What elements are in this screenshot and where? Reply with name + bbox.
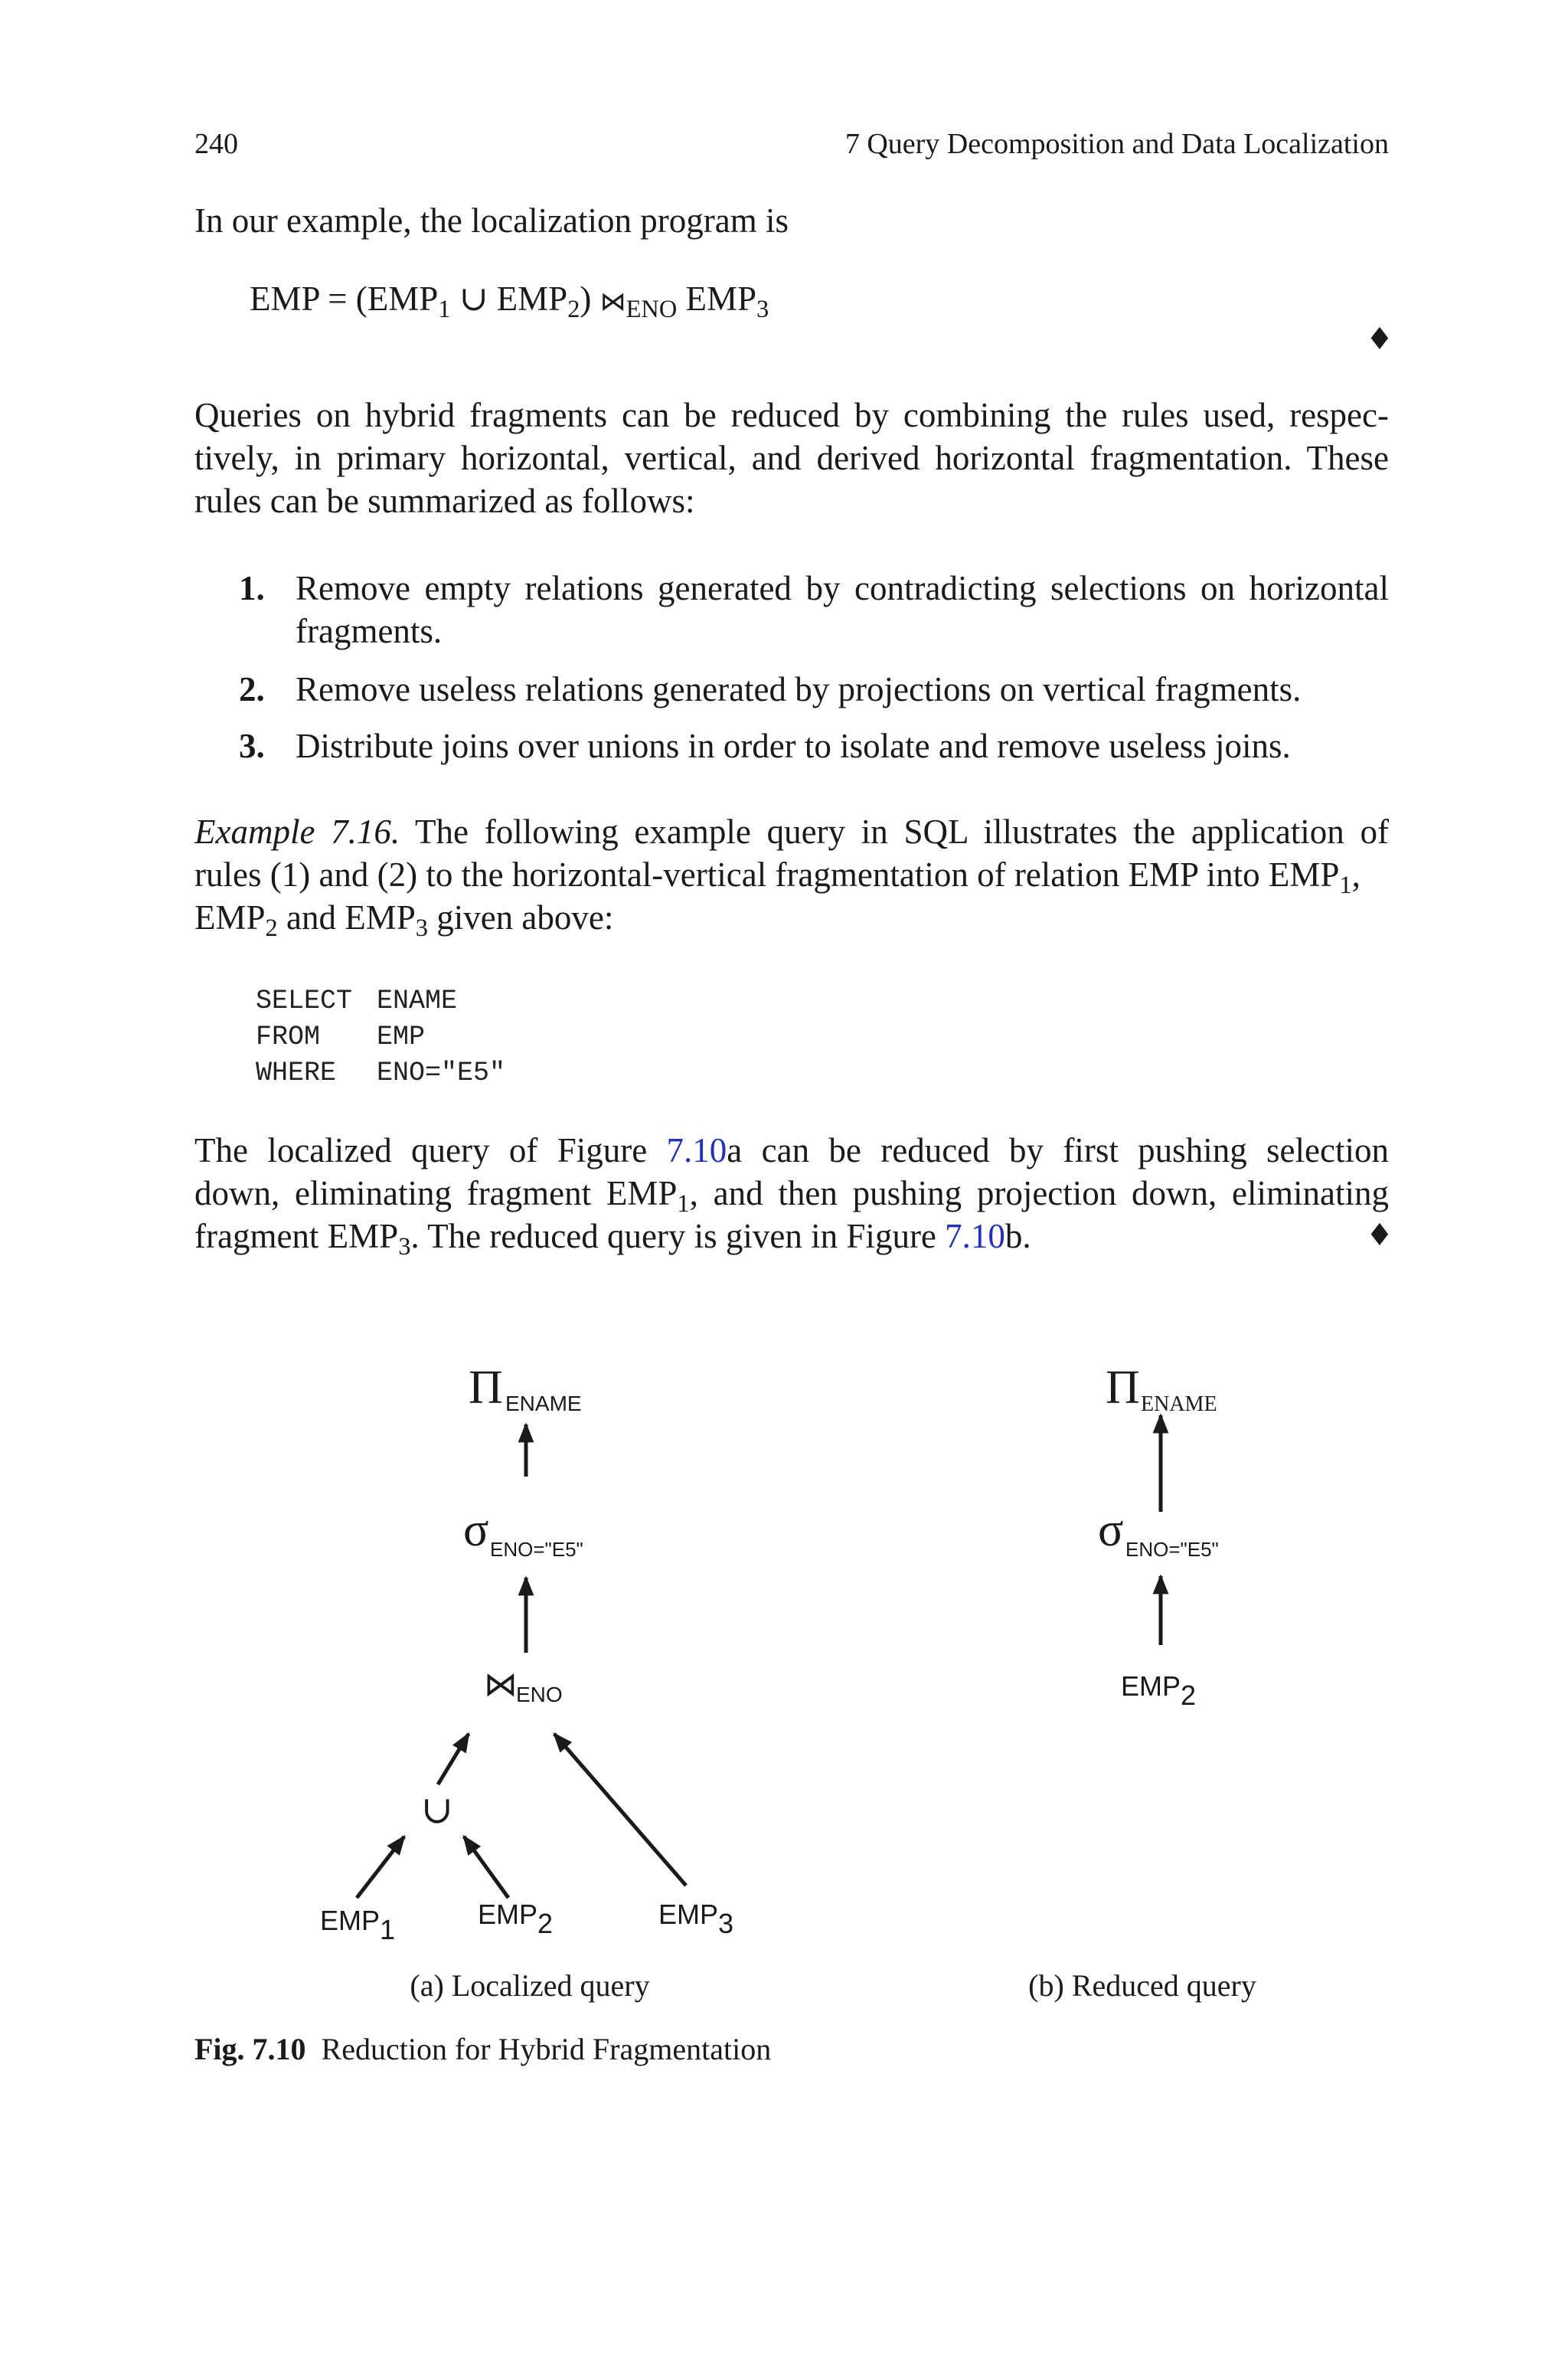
end-of-example-mark-2: ♦: [1366, 1218, 1393, 1253]
emp1-label: EMP1: [320, 1905, 396, 1945]
selection-subscript: ENO="E5": [490, 1538, 583, 1561]
sql-keyword-from: FROM: [256, 1022, 321, 1052]
chapter-title: 7 Query Decomposition and Data Localization: [844, 128, 1389, 160]
reduced-query-tree: [1028, 1362, 1256, 2003]
para2-line3: fragment $EMP_3$. The reduced query is given in Figure 7.10b.: [194, 1217, 1031, 1261]
para1-line2: tively, in primary horizontal, vertical, and derived horizontal fragmentation. These: [194, 439, 1389, 477]
page-number: 240: [194, 128, 238, 160]
example-line3: $EMP_2$ and $EMP_3$ given above:: [194, 898, 614, 943]
rule-3-number: 3.: [239, 727, 265, 765]
figure-caption-label: Fig. 7.10: [194, 2032, 306, 2066]
para1-line1: Queries on hybrid fragments can be reduced by combining the rules used, respec-: [194, 396, 1389, 434]
arrow-emp3-to-join: [554, 1734, 686, 1886]
end-of-example-mark: ♦: [1366, 322, 1393, 357]
selection-subscript-b: ENO="E5": [1125, 1538, 1219, 1561]
join-symbol: ⋈: [484, 1665, 518, 1704]
rule-2-text: Remove useless relations generated by projections on vertical fragments.: [296, 670, 1302, 708]
emp3-label: EMP3: [658, 1899, 734, 1939]
rule-3-text: Distribute joins over unions in order to isolate and remove useless joins.: [296, 727, 1291, 765]
sql-keyword-where: WHERE: [256, 1058, 337, 1088]
sql-value-select: ENAME: [377, 986, 458, 1016]
figure-link-7-10a[interactable]: 7.10: [666, 1131, 727, 1169]
projection-subscript: ENAME: [505, 1392, 582, 1415]
arrow-emp1-to-union: [357, 1837, 404, 1898]
arrow-union-to-join: [438, 1734, 469, 1784]
example-line1: Example 7.16. The following example query in SQL illustrates the application of: [194, 813, 1389, 851]
projection-symbol: Π: [469, 1362, 503, 1414]
arrow-emp2-to-union: [464, 1837, 508, 1898]
para2-line1: The localized query of Figure 7.10a can be reduced by first pushing selection: [194, 1131, 1389, 1169]
rule-1-line2: fragments.: [296, 612, 443, 650]
localization-formula: EMP = ($EMP_1$ ∪ $EMP_2$) $⋈_{ENO}$ $EMP_3$: [250, 280, 769, 324]
rule-1-number: 1.: [239, 569, 265, 607]
figure-7-10: [0, 1302, 1568, 2068]
localized-query-tree: [320, 1362, 733, 2003]
example-label: Example 7.16.: [194, 813, 400, 851]
selection-symbol-b: σ: [1098, 1504, 1124, 1556]
intro-line: In our example, the localization program is: [194, 201, 789, 240]
projection-subscript-b: ENAME: [1141, 1392, 1217, 1416]
caption-localized-query: (a) Localized query: [410, 1968, 650, 2003]
rule-1-line1: Remove empty relations generated by contradicting selections on horizontal: [296, 569, 1389, 607]
emp2-label-b: EMP2: [1121, 1670, 1197, 1711]
join-subscript: ENO: [516, 1683, 563, 1706]
emp2-label: EMP2: [478, 1899, 554, 1939]
example-line2: rules (1) and (2) to the horizontal-vertical fragmentation of relation EMP into $EMP_1$,: [194, 855, 1361, 900]
selection-symbol: σ: [463, 1504, 489, 1556]
sql-value-from: EMP: [377, 1022, 426, 1052]
para1-line3: rules can be summarized as follows:: [194, 482, 695, 520]
caption-reduced-query: (b) Reduced query: [1028, 1968, 1256, 2003]
para2-line2: down, eliminating fragment $EMP_1$, and then pushing projection down, eliminating: [194, 1174, 1389, 1218]
rule-2-number: 2.: [239, 670, 265, 708]
figure-caption: Fig. 7.10 Reduction for Hybrid Fragmentation: [194, 2032, 772, 2066]
projection-symbol-b: Π: [1106, 1362, 1140, 1414]
figure-link-7-10b[interactable]: 7.10: [945, 1217, 1005, 1255]
sql-value-where: ENO="E5": [377, 1058, 506, 1088]
union-symbol: ∪: [421, 1788, 453, 1831]
sql-keyword-select: SELECT: [256, 986, 353, 1016]
